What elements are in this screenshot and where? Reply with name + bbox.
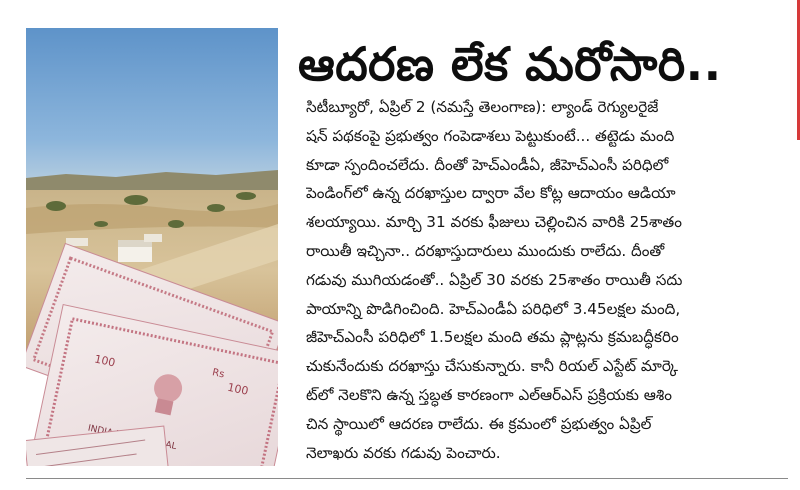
article-line: నెలాఖరు వరకు గడువు పెంచారు. — [306, 443, 501, 462]
stamp-rs: Rs — [211, 367, 226, 381]
bottom-divider — [26, 478, 788, 479]
stamp-value-right: 100 — [226, 380, 250, 398]
article-line: జీహెచ్ఎంసీ పరిధిలో 1.5లక్షల మంది తమ ప్లాట్లను క్రమబద్ధీకరిం — [306, 328, 679, 347]
article-line: పాయాన్ని పొడిగించింది. హెచ్ఎండీఏ పరిధిలో 3.45లక్షల మంది, — [306, 299, 681, 318]
article-line: శలయ్యాయి. మార్చి 31 వరకు ఫీజులు చెల్లించిన వారికి 25శాతం — [306, 213, 682, 232]
article-line: గడువు ముగియడంతో.. ఏప్రిల్ 30 వరకు 25శాతం రాయితీ సదు — [306, 270, 683, 289]
article-line: ట్‌లో నెలకొని ఉన్న స్తబ్ధత కారణంగా ఎల్ఆర్ఎస్ ప్రక్రియకు ఆశిం — [306, 385, 672, 404]
article-line: సిటీబ్యూరో, ఏప్రిల్ 2 (నమస్తే తెలంగాణ): ల్యాండ్ రెగ్యులరైజే — [306, 98, 659, 116]
article-body — [306, 93, 790, 467]
article-photo — [26, 28, 278, 466]
article-line: కూడా స్పందించలేదు. దీంతో హెచ్ఎండీఏ, జీహెచ్ఎంసీ పరిధిలో — [306, 155, 669, 174]
article-line: చిన స్థాయిలో ఆదరణ రాలేదు. ఈ క్రమంలో ప్రభుత్వం ఏప్రిల్ — [306, 414, 652, 433]
article-line: పెండింగ్‌లో ఉన్న దరఖాస్తుల ద్వారా వేల కోట్ల ఆదాయం ఆడియా — [306, 184, 676, 203]
article-line: రాయితీ ఇచ్చినా.. దరఖాస్తుదారులు ముందుకు రాలేదు. దీంతో — [306, 241, 665, 260]
stamp-caption: INDIA — [86, 423, 114, 439]
article-line: చుకునేందుకు దరఖాస్తు చేసుకున్నారు. కానీ రియల్ ఎస్టేట్ మార్కె — [306, 357, 679, 376]
land-plots-stamp-paper-illustration — [26, 28, 278, 466]
headline: ఆదరణ లేక మరోసారి.. — [298, 37, 722, 91]
stamp-value-left: 100 — [93, 352, 117, 370]
article-line: షన్ పథకంపై ప్రభుత్వం గంపెడాశలు పెట్టుకుంటే... తట్టెడు మంది — [306, 126, 675, 145]
